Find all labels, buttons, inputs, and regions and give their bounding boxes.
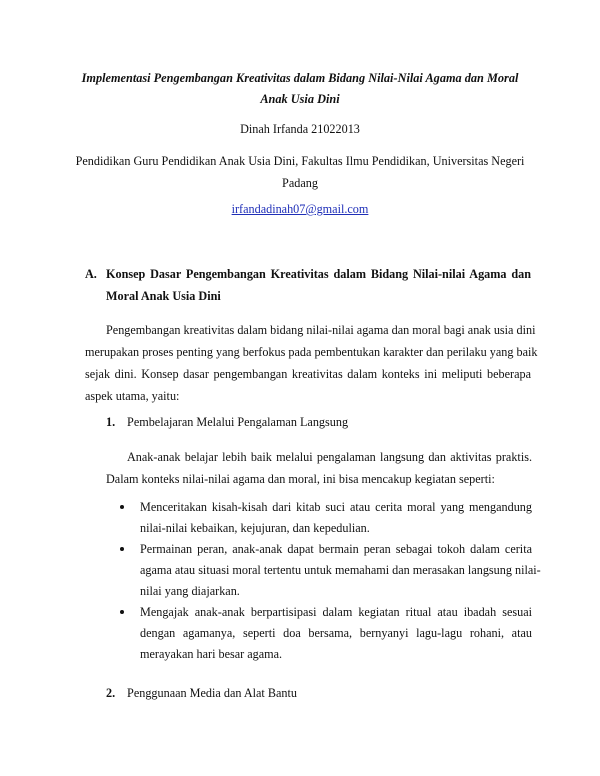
point-1-heading-text: Pembelajaran Melalui Pengalaman Langsung <box>127 415 349 429</box>
point-2-heading <box>106 685 297 701</box>
paragraph-line: sejak dini. Konsep dasar pengembangan kreativitas dalam konteks ini meliputi beberapa <box>85 367 531 381</box>
paragraph-line: merupakan proses penting yang berfokus pada pembentukan karakter dan perilaku yang baik <box>85 345 538 359</box>
bullet-line: Mengajak anak-anak berpartisipasi dalam kegiatan ritual atau ibadah sesuai <box>140 605 532 619</box>
author-line: Dinah Irfanda 21022013 <box>240 122 360 136</box>
point-2-heading-text: Penggunaan Media dan Alat Bantu <box>127 686 297 700</box>
point-2-number: 2. <box>106 686 116 700</box>
bullet-icon <box>120 505 124 509</box>
point-1-paragraph <box>106 446 532 490</box>
bullet-line: agama atau situasi moral tertentu untuk memahami dan merasakan langsung nilai- <box>140 563 541 577</box>
point-1-bullet-list <box>120 497 541 665</box>
bullet-line: Menceritakan kisah-kisah dari kitab suci atau cerita moral yang mengandung <box>140 500 532 514</box>
section-a-heading-line-1: Konsep Dasar Pengembangan Kreativitas dalam Bidang Nilai-nilai Agama dan <box>106 267 531 281</box>
bullet-line: merayakan hari besar agama. <box>140 647 283 661</box>
affiliation-line-2: Padang <box>282 176 318 190</box>
paper-title <box>60 68 540 110</box>
section-a-paragraph <box>85 319 538 407</box>
section-a-marker: A. <box>85 267 97 281</box>
list-item <box>120 539 541 602</box>
bullet-icon <box>120 610 124 614</box>
section-a-heading-line-2: Moral Anak Usia Dini <box>106 289 221 303</box>
list-item <box>120 497 532 539</box>
paragraph-line: Pengembangan kreativitas dalam bidang nilai-nilai agama dan moral bagi anak usia dini <box>106 323 536 337</box>
paragraph-line: aspek utama, yaitu: <box>85 389 180 403</box>
title-line-1: Implementasi Pengembangan Kreativitas dalam Bidang Nilai-Nilai Agama dan Moral <box>81 71 519 85</box>
email-container <box>60 201 540 217</box>
list-item <box>120 602 532 665</box>
affiliation <box>60 150 540 194</box>
bullet-line: Permainan peran, anak-anak dapat bermain peran sebagai tokoh dalam cerita <box>140 542 532 556</box>
bullet-line: dengan agamanya, seperti doa bersama, bernyanyi lagu-lagu rohani, atau <box>140 626 532 640</box>
section-a-heading <box>85 263 531 307</box>
bullet-line: nilai yang diajarkan. <box>140 584 240 598</box>
bullet-line: nilai-nilai kebaikan, kejujuran, dan kepedulian. <box>140 521 370 535</box>
affiliation-line-1: Pendidikan Guru Pendidikan Anak Usia Dini, Fakultas Ilmu Pendidikan, Universitas Negeri <box>75 154 525 168</box>
paragraph-line: Dalam konteks nilai-nilai agama dan moral, ini bisa mencakup kegiatan seperti: <box>106 472 495 486</box>
point-1-number: 1. <box>106 415 116 429</box>
point-1-heading <box>106 414 348 430</box>
paragraph-line: Anak-anak belajar lebih baik melalui pengalaman langsung dan aktivitas praktis. <box>127 450 532 464</box>
title-line-2: Anak Usia Dini <box>260 92 340 106</box>
email-link[interactable]: irfandadinah07@gmail.com <box>231 202 369 216</box>
bullet-icon <box>120 547 124 551</box>
